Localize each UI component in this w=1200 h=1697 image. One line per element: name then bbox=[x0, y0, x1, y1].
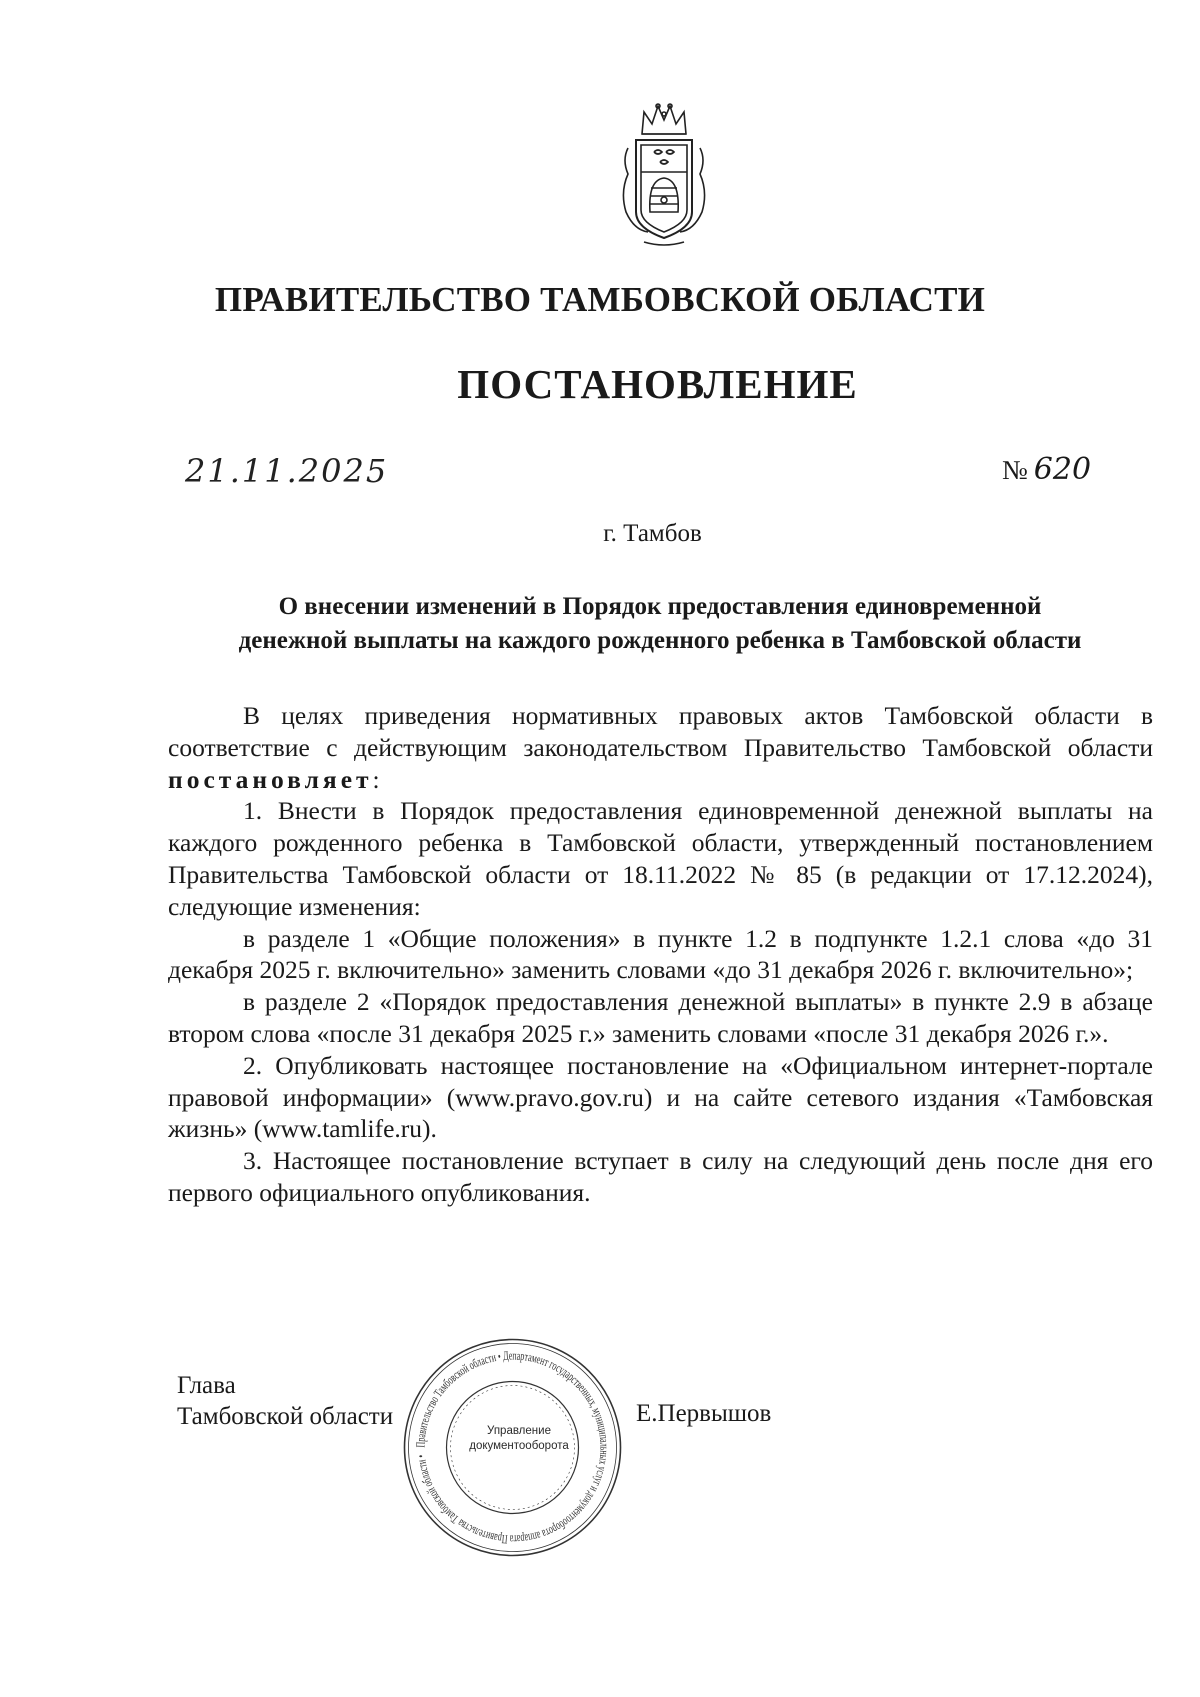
city: г. Тамбов bbox=[603, 520, 702, 547]
coat-of-arms-icon bbox=[614, 100, 714, 250]
preamble-text: В целях приведения нормативных правовых актов Тамбовской области в соответствие с действующим законодательством Правительство Тамбовской области bbox=[168, 701, 1153, 762]
item-1-change-b: в разделе 2 «Порядок предоставления денежной выплаты» в пункте 2.9 в абзаце втором слова «после 31 декабря 2025 г.» заменить словами «после 31 декабря 2026 г.». bbox=[168, 987, 1153, 1048]
document-type-title: ПОСТАНОВЛЕНИЕ bbox=[457, 361, 858, 407]
signatory-position bbox=[177, 1370, 393, 1432]
number-value: 620 bbox=[1033, 452, 1092, 487]
preamble-colon: : bbox=[372, 764, 380, 794]
position-line-1: Глава bbox=[177, 1372, 236, 1399]
preamble-paragraph bbox=[168, 700, 1153, 795]
item-1: 1. Внести в Порядок предоставления единовременной денежной выплаты на каждого рожденного ребенка в Тамбовской области, утвержденный постановлением Правительства Тамбовской области от 18.11.2022 № 85 (в редакции от 17.12.2024), следующие изменения: bbox=[168, 796, 1153, 921]
document-subject bbox=[160, 590, 1160, 658]
item-2: 2. Опубликовать настоящее постановление на «Официальном интернет-портале правовой информации» (www.pravo.gov.ru) и на сайте сетевого издания «Тамбовская жизнь» (www.tamlife.ru). bbox=[168, 1050, 1153, 1144]
number-label: № bbox=[1002, 455, 1028, 485]
preamble-keyword: постановляет bbox=[168, 764, 373, 794]
stamp-inner-text bbox=[460, 1424, 578, 1454]
stamp-inner-line-2: документооборота bbox=[469, 1440, 569, 1452]
subject-line-2: денежной выплаты на каждого рожденного ребенка в Тамбовской области bbox=[238, 627, 1082, 654]
subject-line-1: О внесении изменений в Порядок предоставления единовременной bbox=[278, 593, 1042, 620]
stamp-outer-text: Правительство Тамбовской области • Департамент государственных, муниципальных услуг и документооборота аппарата Правительства Тамбовской области • bbox=[413, 1348, 612, 1547]
position-line-2: Тамбовской области bbox=[177, 1403, 394, 1430]
signatory-name: Е.Первышов bbox=[636, 1400, 772, 1427]
document-body bbox=[168, 700, 1153, 1209]
government-title: ПРАВИТЕЛЬСТВО ТАМБОВСКОЙ ОБЛАСТИ bbox=[214, 280, 986, 319]
document-date: 21.11.2025 bbox=[185, 452, 389, 490]
item-3: 3. Настоящее постановление вступает в силу на следующий день после дня его первого официального опубликования. bbox=[168, 1146, 1153, 1207]
stamp-inner-line-1: Управление bbox=[487, 1425, 551, 1437]
item-1-change-a: в разделе 1 «Общие положения» в пункте 1.2 в подпункте 1.2.1 слова «до 31 декабря 2025 г. включительно» заменить словами «до 31 декабря 2026 г. включительно»; bbox=[168, 923, 1153, 985]
document-number bbox=[1002, 452, 1091, 487]
